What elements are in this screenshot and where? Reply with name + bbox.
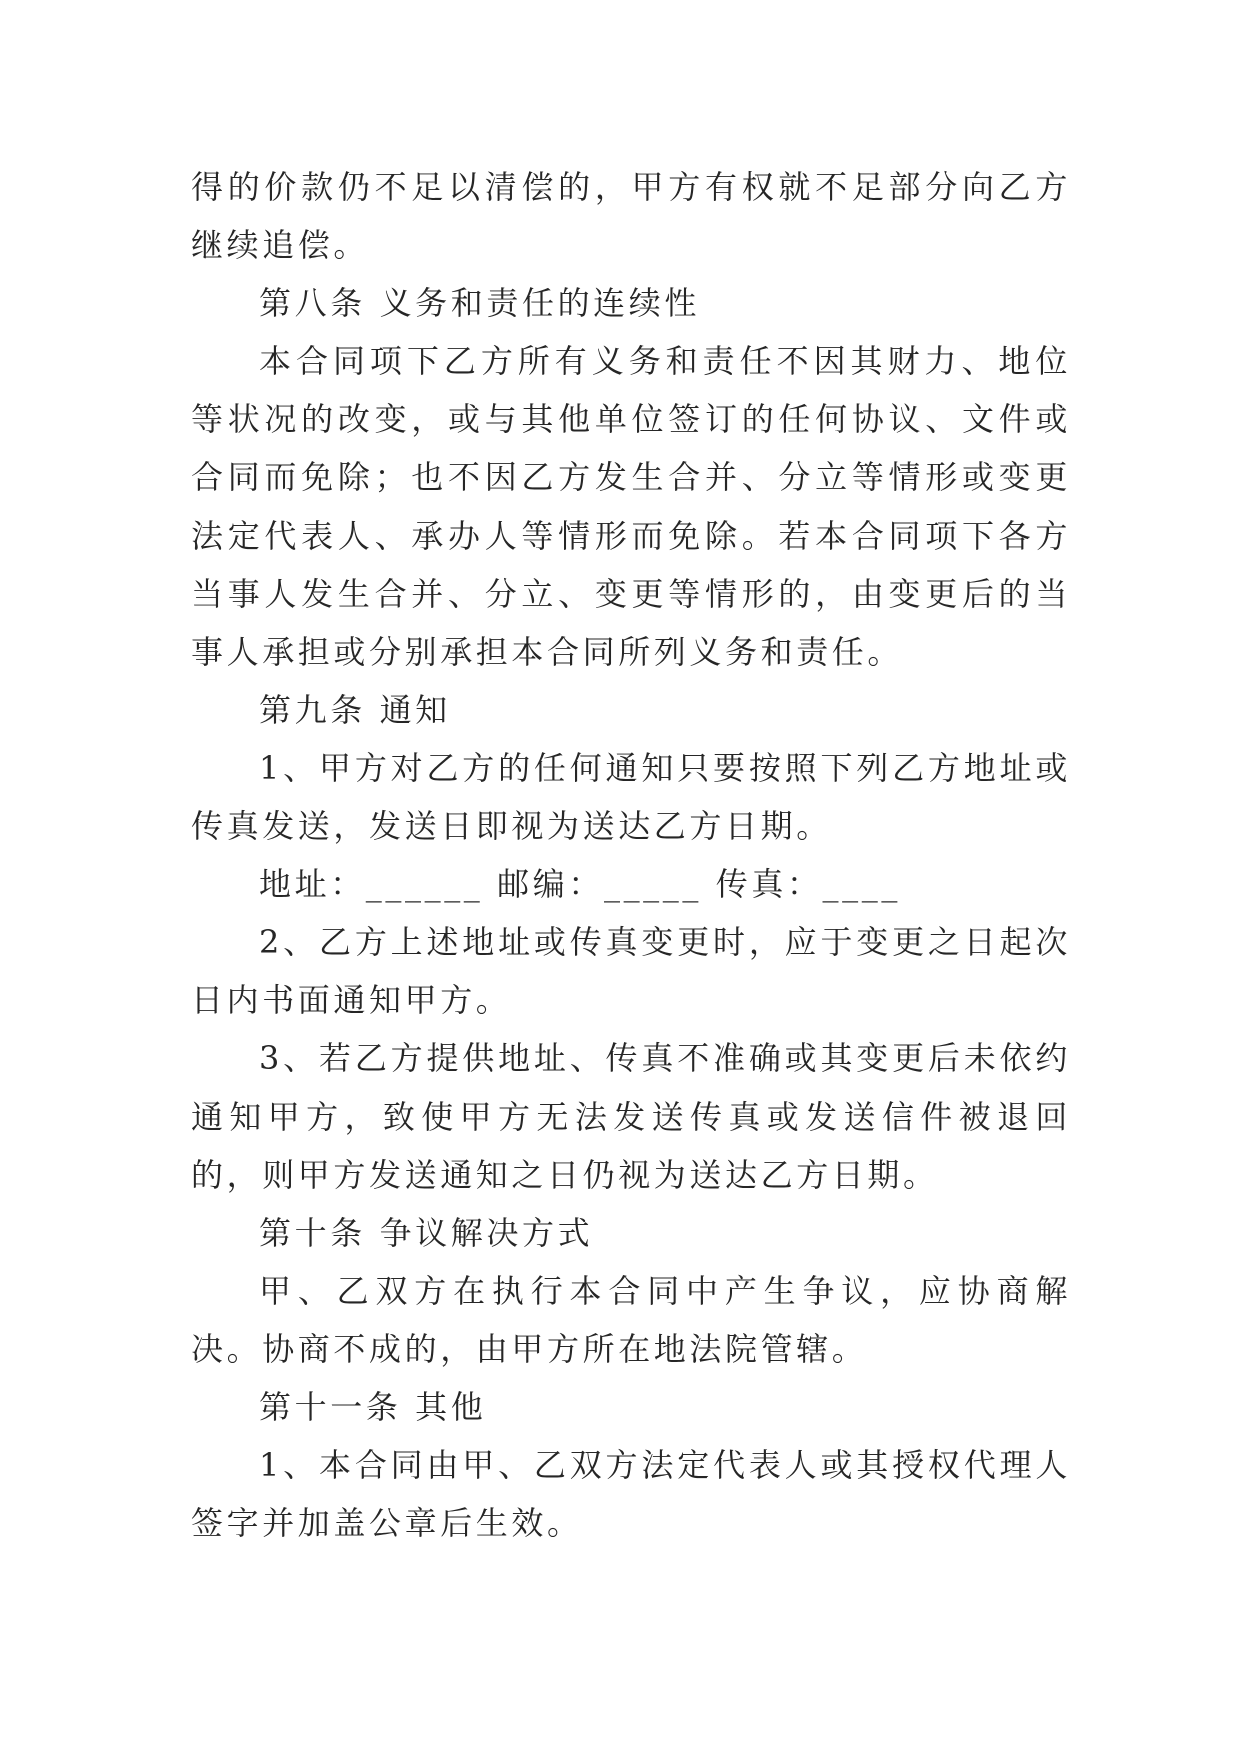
- article-10-heading: 第十条 争议解决方式: [259, 1213, 594, 1252]
- document-body: [191, 158, 1071, 1552]
- article-11-clause-1: 1、本合同由甲、乙双方法定代表人或其授权代理人签字并加盖公章后生效。: [191, 1446, 1071, 1543]
- contact-fields-line: 地址：______ 邮编：_____ 传真：____: [259, 865, 901, 904]
- article-8-heading: 第八条 义务和责任的连续性: [259, 284, 700, 323]
- article-9-clause-2: 2、乙方上述地址或传真变更时，应于变更之日起次日内书面通知甲方。: [191, 923, 1071, 1020]
- article-9-heading: 第九条 通知: [259, 690, 451, 729]
- article-11-heading: 第十一条 其他: [259, 1387, 487, 1426]
- article-8-body: 本合同项下乙方所有义务和责任不因其财力、地位等状况的改变，或与其他单位签订的任何协议、文件或合同而免除；也不因乙方发生合并、分立等情形或变更法定代表人、承办人等情形而免除。若本合同项下各方当事人发生合并、分立、变更等情形的，由变更后的当事人承担或分别承担本合同所列义务和责任。: [191, 342, 1071, 671]
- article-9-clause-1: 1、甲方对乙方的任何通知只要按照下列乙方地址或传真发送，发送日即视为送达乙方日期。: [191, 748, 1071, 846]
- article-9-clause-3: 3、若乙方提供地址、传真不准确或其变更后未依约通知甲方，致使甲方无法发送传真或发送信件被退回的，则甲方发送通知之日仍视为送达乙方日期。: [191, 1039, 1071, 1194]
- paragraph-continuation: 得的价款仍不足以清偿的，甲方有权就不足部分向乙方继续追偿。: [191, 168, 1071, 265]
- article-10-body: 甲、乙双方在执行本合同中产生争议，应协商解决。协商不成的，由甲方所在地法院管辖。: [191, 1271, 1071, 1368]
